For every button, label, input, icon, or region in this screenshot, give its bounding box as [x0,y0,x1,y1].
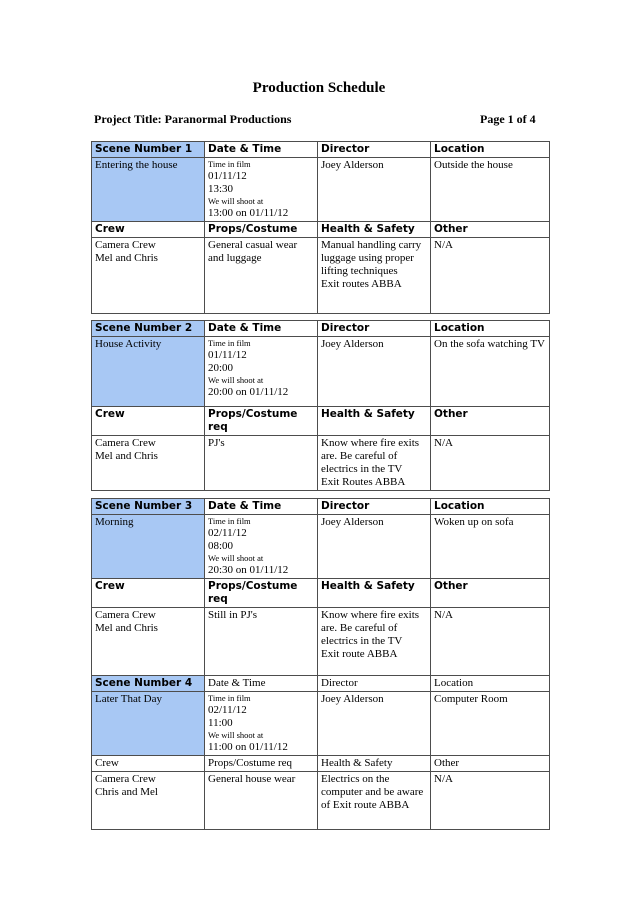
date-time-header: Date & Time [205,499,318,515]
scene-description: House Activity [92,337,205,407]
crew-header-row [92,756,550,772]
crew-header-row [92,407,550,436]
other-value: N/A [431,238,550,314]
film-time: 11:00 [208,717,233,729]
props-header: Props/Costume req [205,756,318,772]
crew-cell [92,436,205,491]
crew-line: Mel and Chris [95,252,158,264]
film-date: 01/11/12 [208,170,247,182]
crew-detail-row [92,608,550,676]
date-time-cell [205,158,318,222]
director-header: Director [318,321,431,337]
crew-detail-row [92,772,550,830]
date-time-cell [205,515,318,579]
film-date: 01/11/12 [208,349,247,361]
health-cell [318,772,431,830]
location-value: On the sofa watching TV [431,337,550,407]
time-in-film-label: Time in film [208,159,251,169]
health-cell [318,436,431,491]
shoot-at: 20:00 on 01/11/12 [208,386,289,398]
director-header: Director [318,676,431,692]
director-header: Director [318,499,431,515]
film-time: 08:00 [208,540,234,552]
crew-line: Chris and Mel [95,786,158,798]
film-time: 20:00 [208,362,234,374]
scene-number-cell: Scene Number 4 [92,676,205,692]
time-in-film-label: Time in film [208,338,251,348]
props-value: General casual wear and luggage [205,238,318,314]
scene-detail-row [92,337,550,407]
shoot-label: We will shoot at [208,730,264,740]
crew-line: Mel and Chris [95,622,158,634]
date-time-header: Date & Time [205,676,318,692]
crew-line: Camera Crew [95,609,156,621]
other-value: N/A [431,608,550,676]
props-value: PJ's [205,436,318,491]
other-value: N/A [431,436,550,491]
crew-header: Crew [92,756,205,772]
date-time-cell [205,692,318,756]
director-name: Joey Alderson [318,337,431,407]
location-header: Location [431,142,550,158]
film-time: 13:30 [208,183,234,195]
document-title: Production Schedule [252,80,386,96]
other-header: Other [431,579,550,608]
scene-detail-row [92,158,550,222]
health-line: Manual handling carry luggage using proper lifting techniques [321,239,422,277]
date-time-header: Date & Time [205,321,318,337]
location-value: Computer Room [431,692,550,756]
props-header: Props/Costume req [205,579,318,608]
director-name: Joey Alderson [318,515,431,579]
health-cell [318,608,431,676]
scene-header-row [92,499,550,515]
date-time-header: Date & Time [205,142,318,158]
location-value: Woken up on sofa [431,515,550,579]
time-in-film-label: Time in film [208,693,251,703]
scene-description: Morning [92,515,205,579]
location-header: Location [431,321,550,337]
scene-description: Later That Day [92,692,205,756]
crew-line: Camera Crew [95,773,156,785]
props-value: General house wear [205,772,318,830]
health-line: Exit Routes ABBA [321,476,406,488]
crew-line: Camera Crew [95,239,156,251]
shoot-label: We will shoot at [208,196,264,206]
film-date: 02/11/12 [208,704,247,716]
crew-header: Crew [92,222,205,238]
scene-header-row [92,676,550,692]
crew-detail-row [92,238,550,314]
crew-header-row [92,222,550,238]
crew-line: Camera Crew [95,437,156,449]
crew-line: Mel and Chris [95,450,158,462]
shoot-at: 11:00 on 01/11/12 [208,741,288,753]
scene-number-cell: Scene Number 3 [92,499,205,515]
director-name: Joey Alderson [318,158,431,222]
props-value: Still in PJ's [205,608,318,676]
director-name: Joey Alderson [318,692,431,756]
scene-number-cell: Scene Number 1 [92,142,205,158]
health-line: Know where fire exits are. Be careful of electrics in the TV [321,609,420,647]
time-in-film-label: Time in film [208,516,251,526]
scene-table-3 [91,498,550,676]
director-header: Director [318,142,431,158]
props-header: Props/Costume [205,222,318,238]
health-line: Exit route ABBA [321,648,398,660]
other-header: Other [431,756,550,772]
scene-header-row [92,321,550,337]
other-header: Other [431,222,550,238]
crew-detail-row [92,436,550,491]
health-header: Health & Safety [318,756,431,772]
crew-header: Crew [92,407,205,436]
film-date: 02/11/12 [208,527,247,539]
health-cell [318,238,431,314]
scene-header-row [92,142,550,158]
other-header: Other [431,407,550,436]
health-line: Exit routes ABBA [321,278,402,290]
scene-table-2 [91,320,550,491]
location-value: Outside the house [431,158,550,222]
other-value: N/A [431,772,550,830]
scene-table-4 [91,675,550,830]
page-number: Page 1 of 4 [480,112,536,126]
location-header: Location [431,499,550,515]
health-line: Know where fire exits are. Be careful of electrics in the TV [321,437,420,475]
scene-number-cell: Scene Number 2 [92,321,205,337]
scene-detail-row [92,692,550,756]
health-header: Health & Safety [318,407,431,436]
health-header: Health & Safety [318,222,431,238]
date-time-cell [205,337,318,407]
health-line: Electrics on the computer and be aware of Exit route ABBA [321,773,424,811]
shoot-label: We will shoot at [208,553,264,563]
crew-cell [92,772,205,830]
shoot-at: 13:00 on 01/11/12 [208,207,289,219]
location-header: Location [431,676,550,692]
crew-cell [92,608,205,676]
props-header: Props/Costume req [205,407,318,436]
crew-header: Crew [92,579,205,608]
crew-header-row [92,579,550,608]
scene-detail-row [92,515,550,579]
shoot-at: 20:30 on 01/11/12 [208,564,289,576]
scene-description: Entering the house [92,158,205,222]
project-title: Project Title: Paranormal Productions [94,112,292,126]
shoot-label: We will shoot at [208,375,264,385]
crew-cell [92,238,205,314]
scene-table-1 [91,141,550,314]
health-header: Health & Safety [318,579,431,608]
